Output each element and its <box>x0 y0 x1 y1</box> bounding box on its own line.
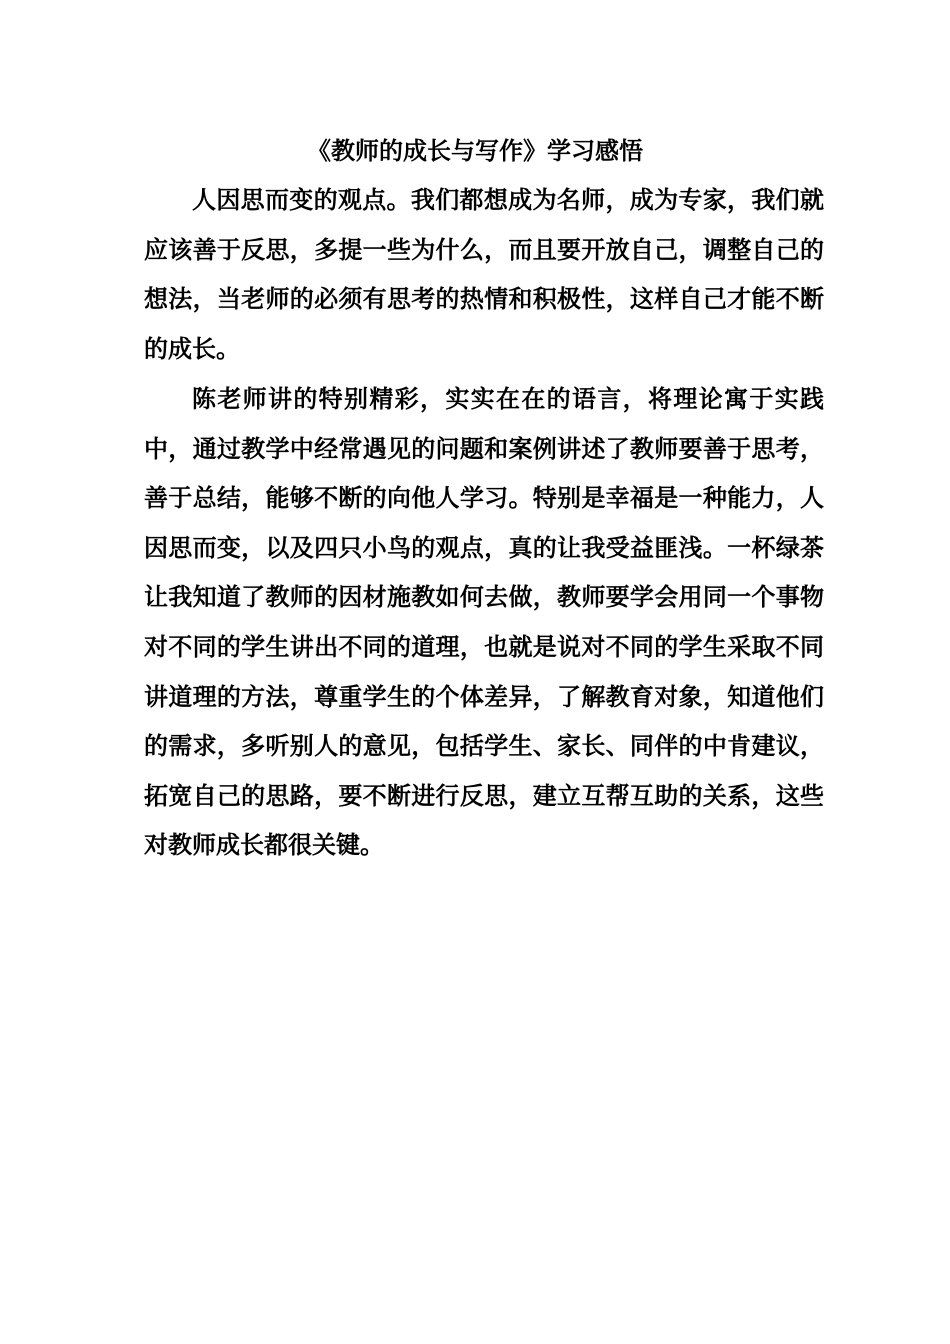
paragraph-2: 陈老师讲的特别精彩，实实在在的语言，将理论寓于实践中，通过教学中经常遇见的问题和案例讲述了教师要善于思考，善于总结，能够不断的向他人学习。特别是幸福是一种能力，人因思而变，以及四只小鸟的观点，真的让我受益匪浅。一杯绿茶让我知道了教师的因材施教如何去做，教师要学会用同一个事物对不同的学生讲出不同的道理，也就是说对不同的学生采取不同讲道理的方法，尊重学生的个体差异，了解教育对象，知道他们的需求，多听别人的意见，包括学生、家长、同伴的中肯建议，拓宽自己的思路，要不断进行反思，建立互帮互助的关系，这些对教师成长都很关键。 <box>144 385 824 860</box>
document-title: 《教师的成长与写作》学习感悟 <box>307 137 643 165</box>
paragraph-1: 人因思而变的观点。我们都想成为名师，成为专家，我们就应该善于反思，多提一些为什么，而且要开放自己，调整自己的想法，当老师的必须有思考的热情和积极性，这样自己才能不断的成长。 <box>144 186 824 363</box>
